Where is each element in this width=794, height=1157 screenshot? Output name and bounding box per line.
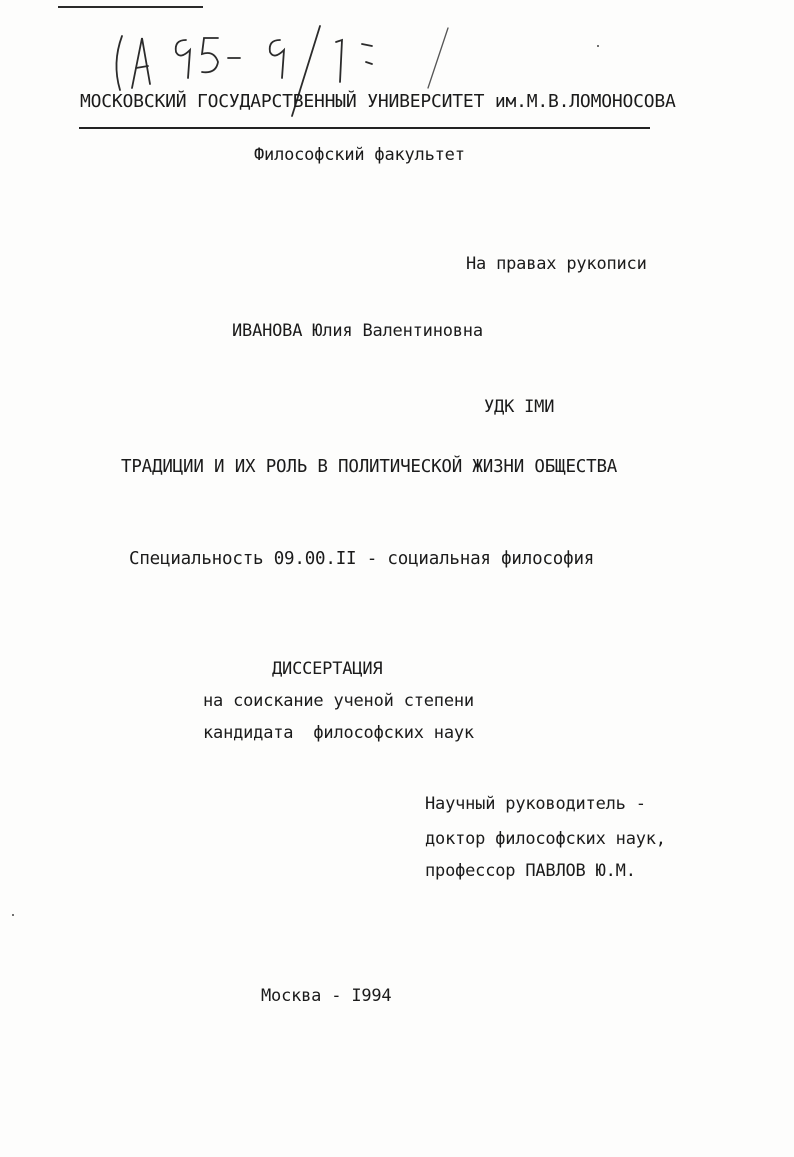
manuscript-rights-note: На правах рукописи [466, 254, 647, 274]
faculty-name: Философский факультет [254, 145, 465, 165]
degree-line-1: на соискание ученой степени [203, 691, 474, 711]
udc-code: УДК IМИ [484, 397, 555, 417]
advisor-line-3: профессор ПАВЛОВ Ю.М. [425, 861, 636, 881]
university-name: МОСКОВСКИЙ ГОСУДАРСТВЕННЫЙ УНИВЕРСИТЕТ им.М.В.ЛОМОНОСОВА [80, 91, 676, 112]
specialty-line: Специальность 09.00.II - социальная философия [129, 549, 595, 569]
city-and-year: Москва - I994 [261, 986, 392, 1006]
top-edge-rule [58, 6, 203, 8]
advisor-line-1: Научный руководитель - [425, 794, 646, 814]
advisor-line-2: доктор философских наук, [425, 829, 666, 849]
dissertation-title: ТРАДИЦИИ И ИХ РОЛЬ В ПОЛИТИЧЕСКОЙ ЖИЗНИ ОБЩЕСТВА [121, 457, 618, 477]
author-name: ИВАНОВА Юлия Валентиновна [232, 321, 483, 341]
degree-line-2: кандидата философских наук [203, 723, 474, 743]
dissertation-heading: ДИССЕРТАЦИЯ [272, 659, 383, 679]
header-divider [79, 127, 650, 129]
scan-speck [12, 914, 14, 916]
scan-speck [597, 45, 599, 47]
